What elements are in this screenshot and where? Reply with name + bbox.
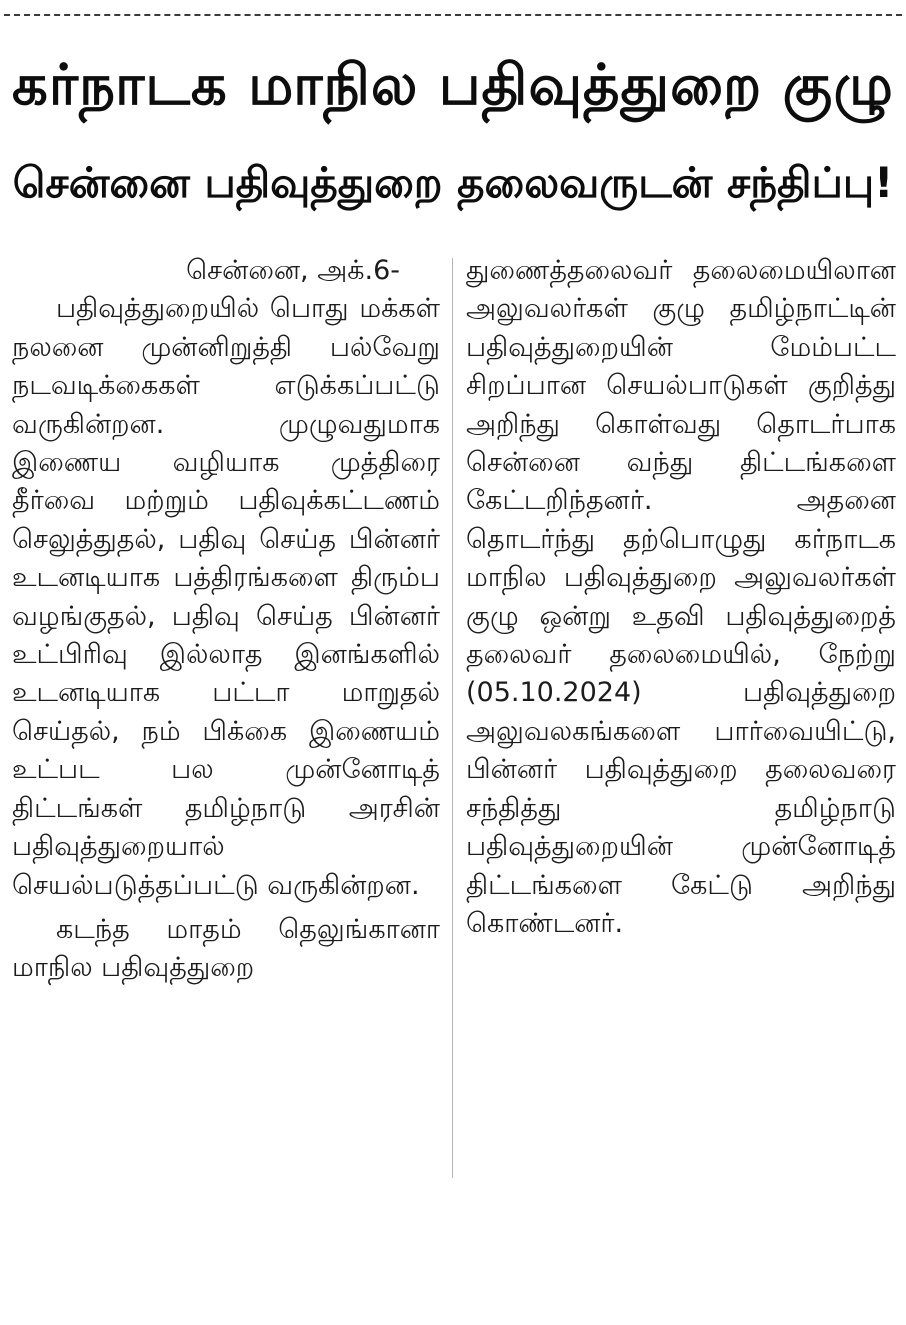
top-dashed-rule bbox=[4, 14, 902, 16]
article-paragraph-2-continued: துணைத்தலைவர் தலைமையிலான அலுவலர்கள் குழு தமிழ்நாட்டின் பதிவுத்துறையின் மேம்பட்ட சிறப்பான செயல்பாடுகள் குறித்து அறிந்து கொள்வது தொடர்பாக சென்னை வந்து திட்டங்களை கேட்டறிந்தனர். அதனை தொடர்ந்து தற்பொழுது கர்நாடக மாநில பதிவுத்துறை அலுவலர்கள் குழு ஒன்று உதவி பதிவுத்துறைத் தலைவர் தலைமையில், நேற்று (05.10.2024) பதிவுத்துறை அலுவலகங்களை பார்வையிட்டு, பின்னர் பதிவுத்துறை தலைவரை சந்தித்து தமிழ்நாடு பதிவுத்துறையின் முன்னோடித் திட்டங்களை கேட்டு அறிந்து கொண்டனர். bbox=[466, 255, 896, 939]
headline-line-1: கர்நாடக மாநில பதிவுத்துறை குழு bbox=[12, 53, 894, 118]
article-paragraph-1: பதிவுத்துறையில் பொது மக்கள் நலனை முன்னிறுத்தி பல்வேறு நடவடிக்கைகள் எடுக்கப்பட்டு வருகின்றன. முழுவதுமாக இணைய வழியாக முத்திரை தீர்வை மற்றும் பதிவுக்கட்டணம் செலுத்துதல், பதிவு செய்த பின்னர் உடனடியாக பத்திரங்களை திரும்ப வழங்குதல், பதிவு செய்த பின்னர் உட்பிரிவு இல்லாத இனங்களில் உடனடியாக பட்டா மாறுதல் செய்தல், நம் பிக்கை இணையம் உட்பட பல முன்னோடித் திட்டங்கள் தமிழ்நாடு அரசின் பதிவுத்துறையால் செயல்படுத்தப்பட்டு வருகின்றன. bbox=[12, 293, 440, 901]
article-column-right bbox=[466, 252, 896, 943]
article-column-left bbox=[12, 252, 440, 988]
column-divider bbox=[452, 258, 453, 1178]
dateline: சென்னை, அக்.6- bbox=[186, 255, 400, 286]
headline-line-2: சென்னை பதிவுத்துறை தலைவருடன் சந்திப்பு! bbox=[12, 158, 894, 207]
article-paragraph-2-start: கடந்த மாதம் தெலுங்கானா மாநில பதிவுத்துறை bbox=[12, 913, 440, 984]
